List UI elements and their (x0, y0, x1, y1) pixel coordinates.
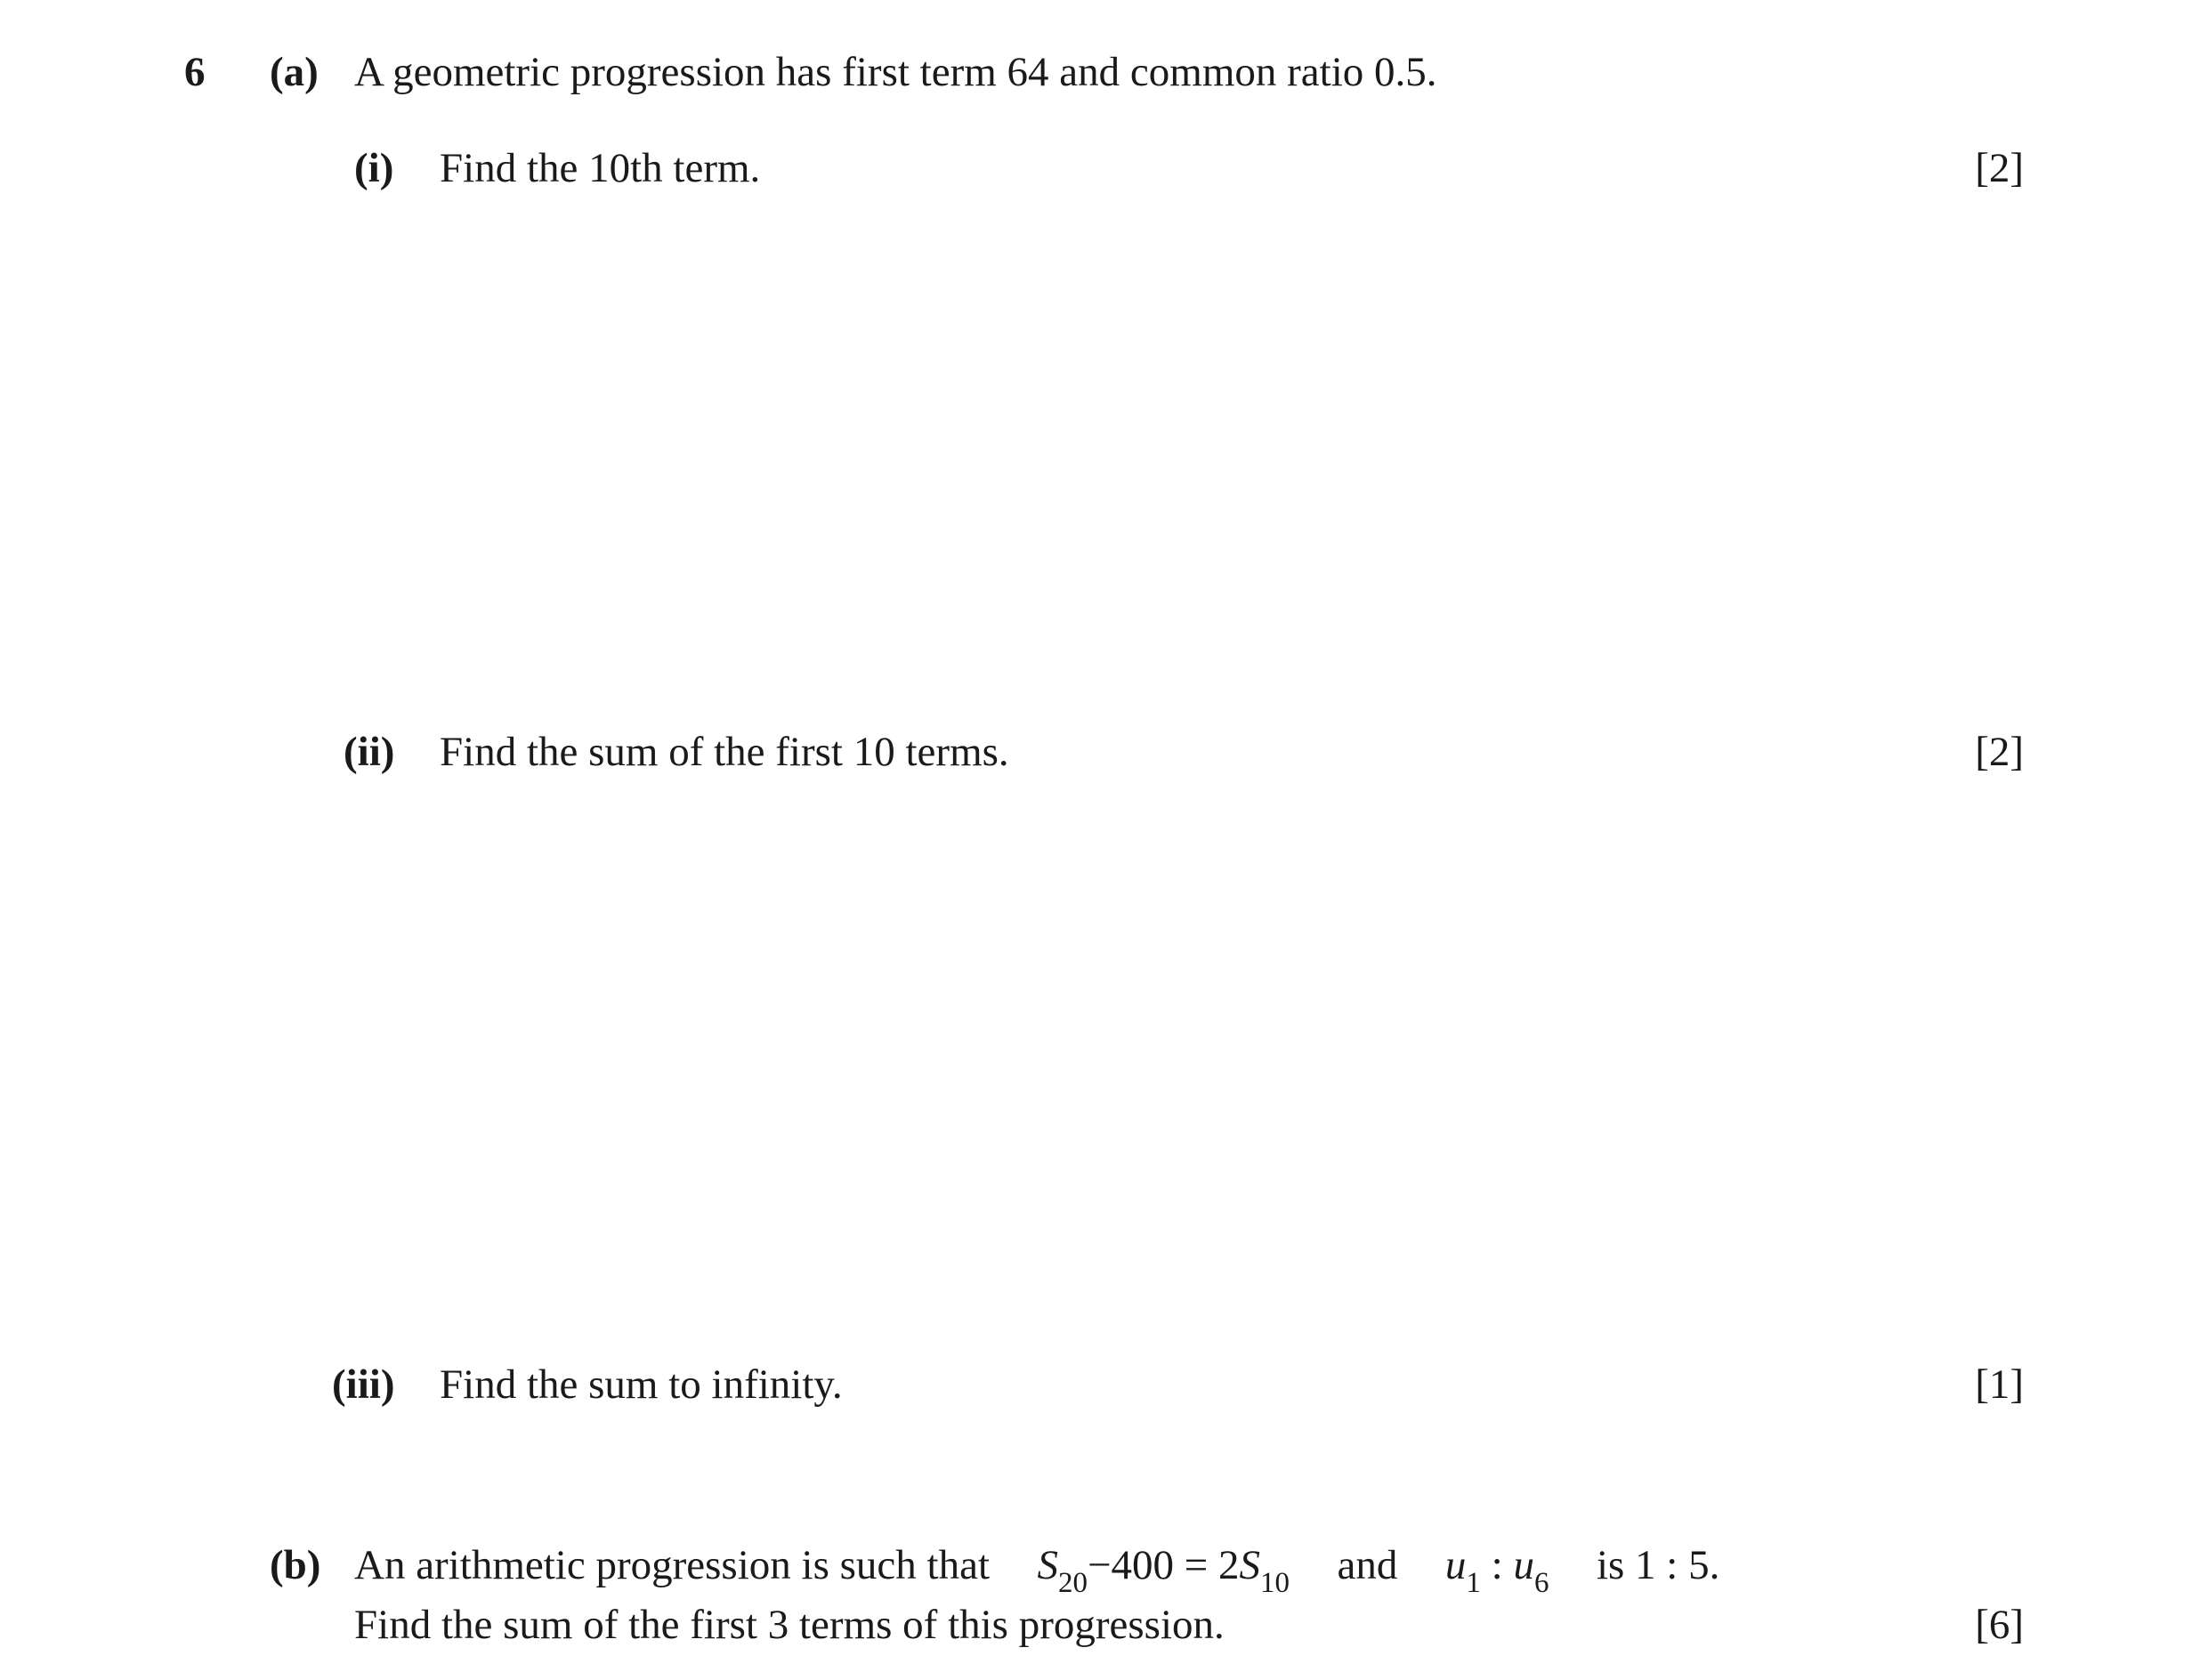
part-b-label: (b) (270, 1542, 321, 1588)
part-b-text: An arithmetic progression is such that (354, 1542, 990, 1588)
item-i-label: (i) (354, 145, 394, 191)
item-iii-text: Find the sum to infinity. (440, 1361, 843, 1408)
item-iii-label: (iii) (332, 1361, 395, 1408)
item-i-text: Find the 10th term. (440, 145, 761, 191)
question-number: 6 (184, 49, 206, 95)
item-ii-text: Find the sum of the first 10 terms. (440, 729, 1009, 775)
item-i-marks: [2] (1975, 145, 2024, 191)
part-a-label: (a) (270, 49, 319, 95)
ratio-text: is 1 : 5. (1596, 1542, 1720, 1588)
part-a-text: A geometric progression has first term 64 and common ratio 0.5. (354, 49, 1437, 95)
part-b-line2: Find the sum of the first 3 terms of this progression. (354, 1602, 1225, 1648)
item-ii-label: (ii) (344, 729, 395, 775)
equation: $S_{20}-400 = 2S_{10}$ (1037, 1542, 1290, 1599)
item-iii-marks: [1] (1975, 1361, 2024, 1408)
ratio-expression: $u_1$ : $u_6$ (1444, 1542, 1549, 1599)
part-b-line1 (354, 1542, 1720, 1599)
item-ii-marks: [2] (1975, 729, 2024, 775)
part-b-marks: [6] (1975, 1602, 2024, 1648)
and-word: and (1337, 1542, 1398, 1588)
